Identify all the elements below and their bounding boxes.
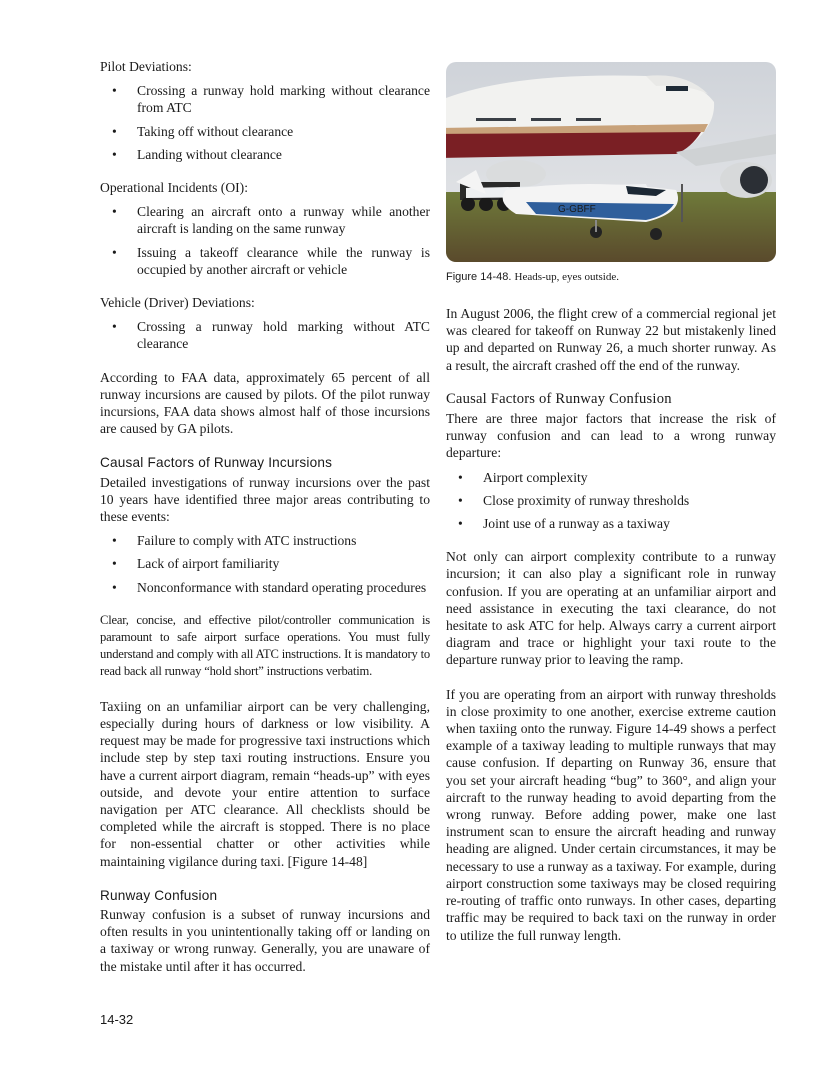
- vehicle-deviations-label: Vehicle (Driver) Deviations:: [100, 295, 255, 311]
- figure-heads-up-photo: [446, 62, 776, 262]
- paragraph-runway-confusion: Runway confusion is a subset of runway incursions and often results in you unintentionally taking off or landing on a taxiway or wrong runway. Generally, you are unaware of the mistake until after it has occurred.: [100, 906, 430, 974]
- bullet: •: [112, 83, 117, 99]
- page-number: 14-32: [100, 1012, 134, 1027]
- paragraph-taxiing: Taxiing on an unfamiliar airport can be very challenging, especially during hours of darkness or low visibility. A request may be made for progressive taxi instructions which include step by step taxi routing instructions. Ensure you have a current airport diagram, remain “heads-up” with eyes outside, and devote your entire attention to surface navigation per ATC clearance. All checklists should be completed while the aircraft is stopped. There is no place for non-essential chatter or other activities while maintaining vigilance during taxi. [Figure 14-48]: [100, 698, 430, 869]
- tail-number-text: G-GBFF: [558, 204, 596, 215]
- list-item: [100, 146, 430, 163]
- right-column: [446, 305, 776, 944]
- paragraph-faa-data: According to FAA data, approximately 65 percent of all runway incursions are caused by pilots. Of the pilot runway incursions, FAA data shows almost half of those incursions are caused by GA pilots.: [100, 369, 430, 437]
- paragraph-if-operating: If you are operating from an airport with runway thresholds in close proximity to one another, exercise extreme caution when taxiing onto the runway. Figure 14-49 shows a perfect example of a taxiway leading to multiple runways that may cause confusion. If departing on Runway 36, ensure that you set your aircraft heading “bug” to 360°, and align your aircraft to the runway heading to avoid departing from the wrong runway. Before adding power, make one last instrument scan to ensure the aircraft heading and runway heading are aligned. Under certain circumstances, it may be necessary to use a runway as a taxiway. For example, during airport construction some taxiways may be closed requiring re-routing of traffic onto runways. In other cases, departing traffic may be required to back taxi on the runway in order to utilize the full runway length.: [446, 686, 776, 943]
- list-item-text: Airport complexity: [483, 469, 588, 485]
- list-item-text: Joint use of a runway as a taxiway: [483, 516, 670, 532]
- list-item: [100, 532, 430, 549]
- list-item: [100, 318, 430, 352]
- paragraph-august-2006: In August 2006, the flight crew of a commercial regional jet was cleared for takeoff on Runway 22 but mistakenly lined up and departed on Runway 26, a much shorter runway. As a result, the aircraft crashed off the end of the runway.: [446, 306, 776, 373]
- vehicle-deviations-list: [100, 318, 430, 352]
- bullet: •: [112, 556, 117, 572]
- causal-confusion-list: [446, 469, 776, 533]
- bullet: •: [458, 469, 463, 485]
- list-item-text: Lack of airport familiarity: [137, 556, 280, 572]
- paragraph-causal-incursions-intro: Detailed investigations of runway incursions over the past 10 years have identified three major areas contributing to these events:: [100, 474, 430, 525]
- operational-incidents-label: Operational Incidents (OI):: [100, 180, 248, 196]
- list-item-text: Nonconformance with standard operating procedures: [137, 579, 427, 595]
- list-item: [100, 203, 430, 237]
- list-item: [446, 492, 776, 509]
- causal-incursions-list: [100, 532, 430, 596]
- bullet: •: [112, 244, 117, 260]
- bullet: •: [112, 123, 117, 139]
- bullet: •: [458, 492, 463, 508]
- bullet: •: [112, 533, 117, 549]
- figure-caption-text: Heads-up, eyes outside.: [514, 271, 619, 283]
- operational-incidents-list: [100, 203, 430, 278]
- figure-number: Figure 14-48.: [446, 271, 512, 283]
- bullet: •: [112, 146, 117, 162]
- list-item: [100, 555, 430, 572]
- bullet: •: [112, 204, 117, 220]
- heading-causal-confusion: Causal Factors of Runway Confusion: [446, 390, 672, 407]
- list-item: [100, 244, 430, 278]
- bullet: •: [112, 579, 117, 595]
- figure-caption: [446, 271, 619, 283]
- pilot-deviations-label: Pilot Deviations:: [100, 59, 192, 74]
- list-item-text: Landing without clearance: [137, 146, 282, 162]
- heading-causal-incursions: Causal Factors of Runway Incursions: [100, 455, 333, 471]
- airport-scene-image: [446, 62, 776, 262]
- list-item-text: Crossing a runway hold marking without ATC clearance: [137, 319, 430, 352]
- paragraph-not-only: Not only can airport complexity contribute to a runway incursion; it can also play a significant role in runway confusion. If you are operating at an unfamiliar airport and need assistance in executing the taxi clearance, do not hesitate to ask ATC for help. Always carry a current airport diagram and trace or highlight your taxi route to the departure runway prior to leaving the ramp.: [446, 549, 776, 668]
- list-item: [100, 123, 430, 140]
- list-item-text: Close proximity of runway thresholds: [483, 492, 690, 508]
- list-item: [100, 82, 430, 116]
- paragraph-clear-communication: Clear, concise, and effective pilot/controller communication is paramount to safe airport surface operations. You must fully understand and comply with all ATC instructions. It is mandatory to read back all runway “hold short” instructions verbatim.: [100, 612, 430, 679]
- bullet: •: [458, 516, 463, 532]
- list-item-text: Taking off without clearance: [137, 123, 294, 139]
- paragraph-causal-confusion-intro: There are three major factors that increase the risk of runway confusion and can lead to a wrong runway departure:: [446, 411, 776, 461]
- list-item-text: Issuing a takeoff clearance while the runway is occupied by another aircraft or vehicle: [137, 244, 430, 277]
- pilot-deviations-list: [100, 82, 430, 163]
- list-item: [446, 515, 776, 532]
- list-item-text: Crossing a runway hold marking without clearance from ATC: [137, 83, 430, 116]
- list-item: [446, 469, 776, 486]
- heading-runway-confusion: Runway Confusion: [100, 887, 218, 903]
- bullet: •: [112, 319, 117, 335]
- list-item-text: Failure to comply with ATC instructions: [137, 533, 357, 549]
- list-item-text: Clearing an aircraft onto a runway while another aircraft is landing on the same runway: [137, 204, 430, 237]
- left-column: [100, 58, 430, 975]
- list-item: [100, 579, 430, 596]
